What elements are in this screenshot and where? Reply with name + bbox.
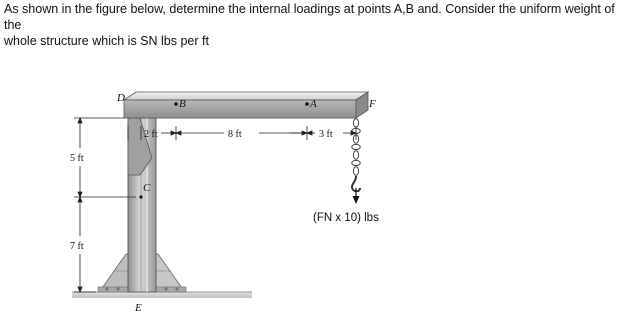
label-e: E: [135, 302, 142, 314]
dim-7ft: 7 ft: [70, 241, 84, 252]
floor: [72, 292, 252, 298]
problem-line-1: As shown in the figure below, determine the internal loadings at points A,B and. Consider the uniform weight of the: [4, 2, 615, 32]
label-f: F: [369, 98, 376, 110]
label-c: C: [143, 182, 151, 194]
point-c-dot: [139, 195, 142, 198]
dim-2ft: 2 ft: [144, 129, 158, 140]
label-a: A: [310, 98, 317, 110]
point-a-dot: [305, 102, 309, 106]
dim-5ft: 5 ft: [70, 153, 84, 164]
dim-3ft: 3 ft: [319, 129, 333, 140]
problem-line-2: whole structure which is SN lbs per ft: [4, 34, 209, 48]
point-b-dot: [174, 102, 178, 106]
label-d: D: [117, 92, 125, 104]
beam-top: [124, 92, 368, 100]
dim-8ft: 8 ft: [228, 129, 242, 140]
label-b: B: [179, 98, 186, 110]
load-label: (FN x 10) lbs: [313, 212, 379, 224]
